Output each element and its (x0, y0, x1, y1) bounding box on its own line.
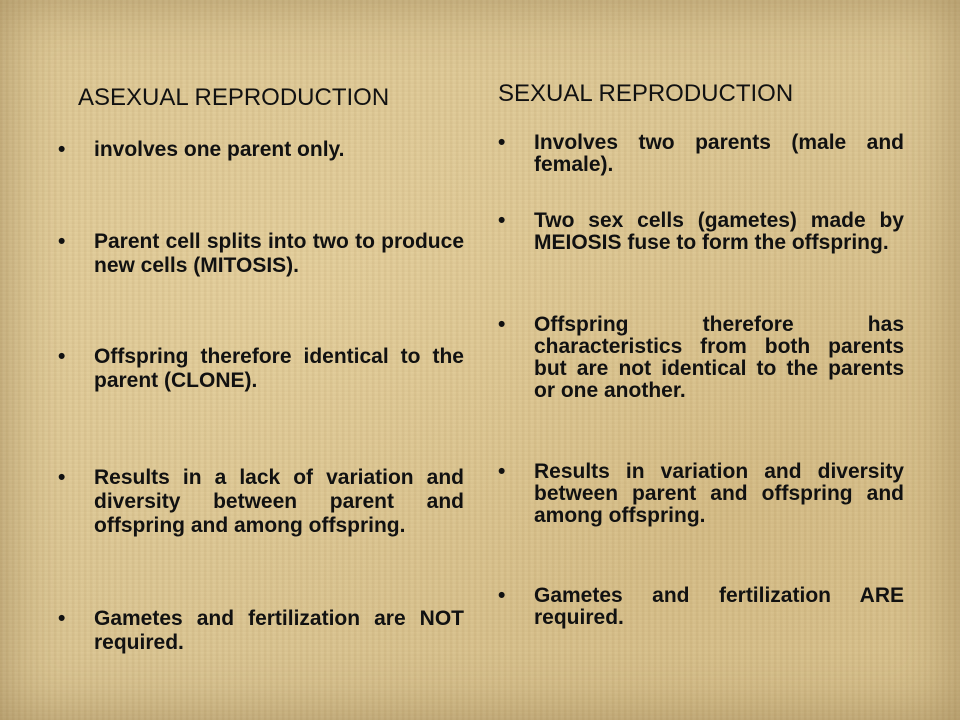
list-item-text: Results in variation and diversity between parent and offspring and among offspring. (534, 460, 904, 527)
bullet-icon: • (498, 131, 506, 154)
list-item (496, 210, 904, 254)
list-item-text: involves one parent only. (94, 138, 345, 161)
bullet-icon: • (58, 230, 66, 253)
list-item (496, 461, 904, 527)
list-item (56, 230, 464, 278)
list-item (56, 607, 464, 655)
list-item-text: Offspring therefore identical to the parent (CLONE). (94, 345, 464, 392)
bullet-icon: • (58, 607, 66, 630)
bullet-icon: • (498, 460, 506, 483)
list-item (56, 138, 464, 162)
list-item (496, 132, 904, 176)
list-item-text: Two sex cells (gametes) made by MEIOSIS fuse to form the offspring. (534, 209, 904, 254)
list-item (496, 314, 904, 402)
bullet-icon: • (498, 313, 506, 336)
bullet-icon: • (498, 209, 506, 232)
list-item (56, 466, 464, 538)
list-item-text: Parent cell splits into two to produce new cells (MITOSIS). (94, 230, 464, 277)
list-item-text: Offspring therefore has characteristics from both parents but are not identical to the parents or one another. (534, 313, 904, 402)
list-item-text: Results in a lack of variation and diversity between parent and offspring and among offspring. (94, 466, 464, 537)
list-item-text: Gametes and fertilization ARE required. (534, 584, 904, 629)
bullet-icon: • (58, 466, 66, 489)
sexual-heading: SEXUAL REPRODUCTION (498, 80, 794, 107)
bullet-icon: • (58, 345, 66, 368)
bullet-icon: • (58, 138, 66, 161)
list-item-text: Gametes and fertilization are NOT required. (94, 607, 464, 654)
list-item (496, 585, 904, 629)
asexual-heading: ASEXUAL REPRODUCTION (78, 84, 390, 111)
bullet-icon: • (498, 584, 506, 607)
list-item-text: Involves two parents (male and female). (534, 131, 904, 176)
list-item (56, 345, 464, 393)
